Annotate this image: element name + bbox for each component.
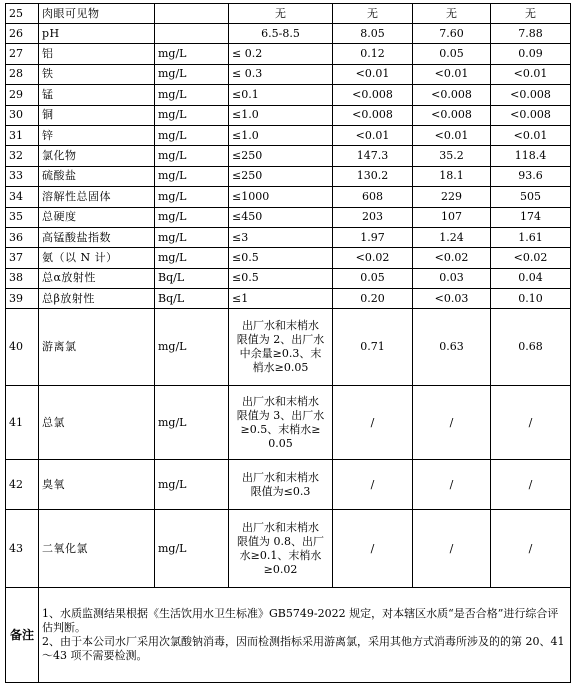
indicator-name: 铜 [39, 105, 155, 125]
value-cell: 0.68 [491, 309, 571, 386]
limit-line: 出厂水和末梢水 [242, 394, 319, 408]
indicator-name: 铝 [39, 44, 155, 64]
water-quality-table [5, 3, 571, 683]
value-cell: 203 [333, 207, 413, 227]
value-cell: 0.05 [413, 44, 491, 64]
limit-line: 出厂水和末梢水 [242, 319, 319, 333]
row-number: 31 [6, 125, 39, 145]
value-cell: / [333, 460, 413, 510]
value-cell: 0.10 [491, 289, 571, 309]
value-cell: <0.008 [333, 85, 413, 105]
limit-cell: ≤1000 [229, 187, 333, 207]
indicator-name: 总α放射性 [39, 268, 155, 288]
unit-cell: mg/L [155, 227, 229, 247]
limit-cell: ≤0.5 [229, 268, 333, 288]
value-cell: <0.008 [333, 105, 413, 125]
table-row [6, 187, 571, 207]
indicator-name: 总氯 [39, 386, 155, 460]
value-cell: <0.01 [491, 125, 571, 145]
indicator-name: 氯化物 [39, 146, 155, 166]
table-row [6, 309, 571, 386]
value-cell: 0.03 [413, 268, 491, 288]
value-cell: 35.2 [413, 146, 491, 166]
value-cell: 118.4 [491, 146, 571, 166]
row-number: 32 [6, 146, 39, 166]
limit-cell [229, 460, 333, 510]
limit-cell: 6.5-8.5 [229, 24, 333, 44]
table-row [6, 64, 571, 84]
unit-cell: mg/L [155, 64, 229, 84]
row-number: 36 [6, 227, 39, 247]
limit-cell: ≤ 0.2 [229, 44, 333, 64]
table-row [6, 510, 571, 588]
limit-cell: ≤250 [229, 166, 333, 186]
limit-cell: ≤450 [229, 207, 333, 227]
limit-line: 出厂水和末梢水 [242, 470, 319, 484]
value-cell: <0.03 [413, 289, 491, 309]
row-number: 25 [6, 4, 39, 24]
value-cell: 无 [333, 4, 413, 24]
value-cell: 1.61 [491, 227, 571, 247]
value-cell: 229 [413, 187, 491, 207]
value-cell: <0.01 [413, 125, 491, 145]
table-row [6, 85, 571, 105]
row-number: 30 [6, 105, 39, 125]
value-cell: / [333, 386, 413, 460]
unit-cell: mg/L [155, 105, 229, 125]
limit-cell: ≤1 [229, 289, 333, 309]
value-cell: 107 [413, 207, 491, 227]
limit-cell: ≤0.1 [229, 85, 333, 105]
notes-label: 备注 [6, 588, 39, 683]
unit-cell: mg/L [155, 207, 229, 227]
unit-cell: mg/L [155, 386, 229, 460]
value-cell: / [413, 510, 491, 588]
indicator-name: 锰 [39, 85, 155, 105]
limit-line: ≥0.5、末梢水≥ [240, 422, 321, 436]
value-cell: <0.01 [491, 64, 571, 84]
value-cell: <0.008 [491, 105, 571, 125]
value-cell: <0.01 [333, 64, 413, 84]
value-cell: / [413, 386, 491, 460]
value-cell: 0.12 [333, 44, 413, 64]
unit-cell: mg/L [155, 248, 229, 268]
unit-cell: mg/L [155, 460, 229, 510]
limit-cell: ≤1.0 [229, 125, 333, 145]
value-cell: / [333, 510, 413, 588]
value-cell: 无 [491, 4, 571, 24]
limit-cell: 无 [229, 4, 333, 24]
indicator-name: 总β放射性 [39, 289, 155, 309]
value-cell: 18.1 [413, 166, 491, 186]
value-cell: 7.88 [491, 24, 571, 44]
table-row [6, 44, 571, 64]
unit-cell: mg/L [155, 187, 229, 207]
value-cell: 7.60 [413, 24, 491, 44]
value-cell: 147.3 [333, 146, 413, 166]
row-number: 35 [6, 207, 39, 227]
unit-cell: mg/L [155, 85, 229, 105]
unit-cell [155, 24, 229, 44]
value-cell: / [413, 460, 491, 510]
value-cell: / [491, 386, 571, 460]
table-row [6, 460, 571, 510]
row-number: 40 [6, 309, 39, 386]
table-row [6, 4, 571, 24]
value-cell: 无 [413, 4, 491, 24]
limit-line: 0.05 [268, 436, 293, 450]
row-number: 27 [6, 44, 39, 64]
limit-cell: ≤250 [229, 146, 333, 166]
row-number: 26 [6, 24, 39, 44]
value-cell: <0.008 [491, 85, 571, 105]
row-number: 43 [6, 510, 39, 588]
indicator-name: 总硬度 [39, 207, 155, 227]
value-cell: / [491, 460, 571, 510]
indicator-name: 高锰酸盐指数 [39, 227, 155, 247]
notes-text [39, 588, 571, 683]
indicator-name: 硫酸盐 [39, 166, 155, 186]
table-row [6, 248, 571, 268]
row-number: 41 [6, 386, 39, 460]
limit-cell: ≤3 [229, 227, 333, 247]
note-line-2: 2、由于本公司水厂采用次氯酸钠消毒，因而检测指标采用游离氯，采用其他方式消毒所涉及的的第 20、41～43 项不需要检测。 [42, 635, 565, 663]
value-cell: 130.2 [333, 166, 413, 186]
limit-cell: ≤1.0 [229, 105, 333, 125]
limit-cell [229, 510, 333, 588]
unit-cell: mg/L [155, 125, 229, 145]
unit-cell: Bq/L [155, 289, 229, 309]
row-number: 37 [6, 248, 39, 268]
value-cell: 8.05 [333, 24, 413, 44]
indicator-name: 氨（以 N 计） [39, 248, 155, 268]
unit-cell [155, 4, 229, 24]
limit-line: 水≥0.1、末梢水 [239, 548, 322, 562]
value-cell: 608 [333, 187, 413, 207]
unit-cell: mg/L [155, 44, 229, 64]
unit-cell: Bq/L [155, 268, 229, 288]
limit-cell: ≤0.5 [229, 248, 333, 268]
value-cell: <0.008 [413, 105, 491, 125]
value-cell: <0.01 [333, 125, 413, 145]
limit-line: 限值为 3、出厂水 [236, 408, 325, 422]
limit-line: 限值为 2、出厂水 [236, 333, 325, 347]
value-cell: <0.01 [413, 64, 491, 84]
limit-cell: ≤ 0.3 [229, 64, 333, 84]
unit-cell: mg/L [155, 309, 229, 386]
limit-cell [229, 309, 333, 386]
indicator-name: 肉眼可见物 [39, 4, 155, 24]
value-cell: / [491, 510, 571, 588]
unit-cell: mg/L [155, 146, 229, 166]
limit-line: 梢水≥0.05 [252, 361, 309, 375]
unit-cell: mg/L [155, 510, 229, 588]
table-row [6, 146, 571, 166]
value-cell: 0.20 [333, 289, 413, 309]
row-number: 42 [6, 460, 39, 510]
table-row [6, 24, 571, 44]
row-number: 28 [6, 64, 39, 84]
row-number: 29 [6, 85, 39, 105]
indicator-name: 铁 [39, 64, 155, 84]
note-line-1: 1、水质监测结果根据《生活饮用水卫生标准》GB5749-2022 规定，对本辖区水质“是否合格”进行综合评估判断。 [42, 607, 559, 635]
table-row [6, 268, 571, 288]
notes-row [6, 588, 571, 683]
table-row [6, 105, 571, 125]
table-row [6, 289, 571, 309]
indicator-name: 溶解性总固体 [39, 187, 155, 207]
value-cell: 93.6 [491, 166, 571, 186]
row-number: 38 [6, 268, 39, 288]
row-number: 39 [6, 289, 39, 309]
value-cell: 174 [491, 207, 571, 227]
value-cell: 0.05 [333, 268, 413, 288]
indicator-name: 二氧化氯 [39, 510, 155, 588]
row-number: 34 [6, 187, 39, 207]
value-cell: <0.008 [413, 85, 491, 105]
value-cell: 0.09 [491, 44, 571, 64]
value-cell: 1.24 [413, 227, 491, 247]
indicator-name: 锌 [39, 125, 155, 145]
table-row [6, 227, 571, 247]
indicator-name: 臭氧 [39, 460, 155, 510]
indicator-name: 游离氯 [39, 309, 155, 386]
table-row [6, 166, 571, 186]
limit-line: 限值为 0.8、出厂 [237, 534, 324, 548]
limit-line: 出厂水和末梢水 [242, 520, 319, 534]
table-row [6, 125, 571, 145]
limit-line: 限值为≤0.3 [250, 484, 311, 498]
table-body [6, 4, 571, 683]
row-number: 33 [6, 166, 39, 186]
value-cell: 0.71 [333, 309, 413, 386]
value-cell: <0.02 [333, 248, 413, 268]
limit-cell [229, 386, 333, 460]
value-cell: 0.63 [413, 309, 491, 386]
table-row [6, 207, 571, 227]
value-cell: 0.04 [491, 268, 571, 288]
limit-line: 中余量≥0.3、末 [239, 347, 322, 361]
limit-line: ≥0.02 [263, 562, 298, 576]
value-cell: <0.02 [491, 248, 571, 268]
unit-cell: mg/L [155, 166, 229, 186]
indicator-name: pH [39, 24, 155, 44]
value-cell: 1.97 [333, 227, 413, 247]
value-cell: 505 [491, 187, 571, 207]
value-cell: <0.02 [413, 248, 491, 268]
table-row [6, 386, 571, 460]
